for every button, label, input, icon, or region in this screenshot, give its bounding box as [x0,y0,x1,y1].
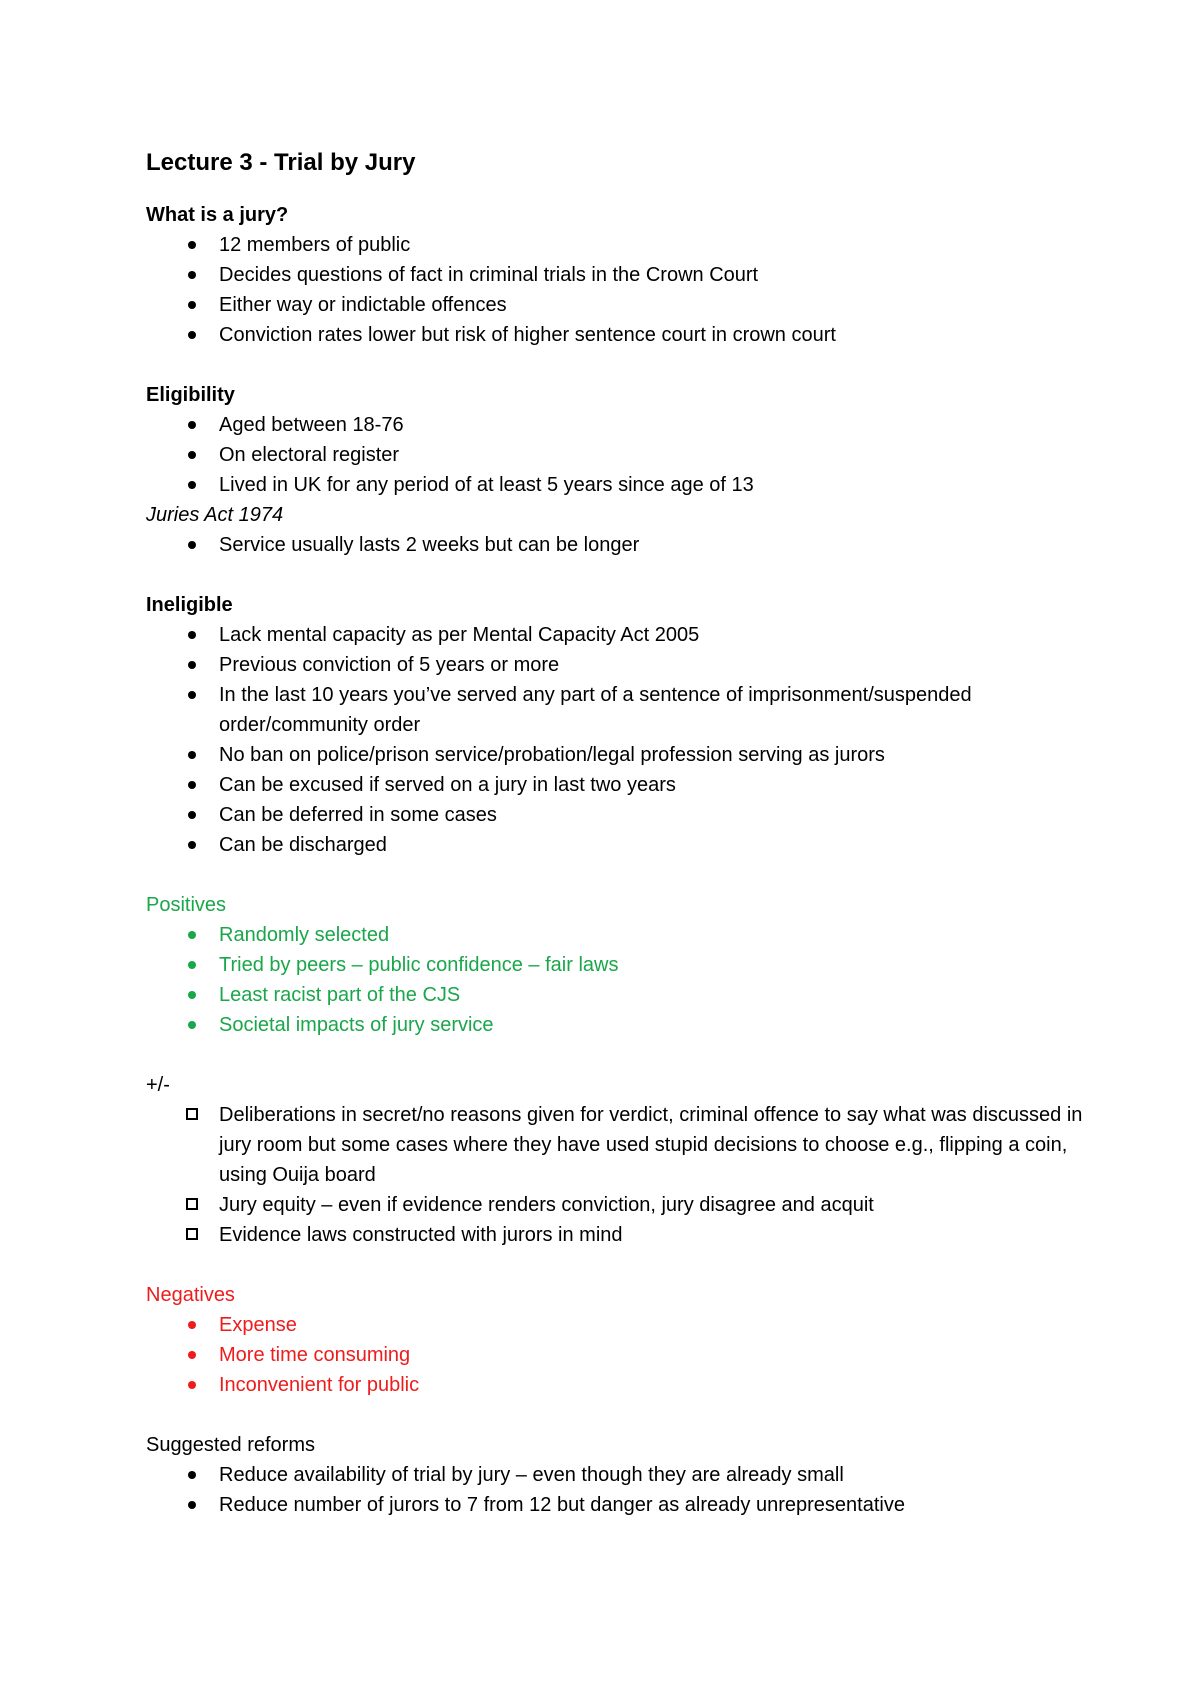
bullet-icon [188,541,196,549]
list-item [146,1220,1106,1250]
list-item-text: Randomly selected [219,924,390,946]
list-item-text: Can be deferred in some cases [219,804,497,826]
list-item-text: Aged between 18-76 [219,414,404,436]
section-positives [146,890,1106,1040]
list-item-text: Least racist part of the CJS [219,984,461,1006]
bullet-icon [188,1321,196,1329]
document-body [146,148,1106,1550]
bullet-icon [188,751,196,759]
bullet-icon [188,991,196,999]
list-item [146,800,1106,830]
bullet-icon [188,661,196,669]
list-item-text: Service usually lasts 2 weeks but can be longer [219,534,640,556]
list-item-text: Deliberations in secret/no reasons given for verdict, criminal offence to say what was discussed in jury room but some cases where they have used stupid decisions to choose e.g., flipping a coin, using Ouija board [219,1104,1083,1186]
list-item [146,290,1106,320]
bullet-icon [188,271,196,279]
bullet-list-ineligible [146,620,1106,860]
section-heading-suggested-reforms: Suggested reforms [146,1434,315,1456]
list-item-text: On electoral register [219,444,400,466]
list-item [146,1370,1106,1400]
list-item [146,1490,1106,1520]
bullet-list-positives [146,920,1106,1040]
list-item-text: Expense [219,1314,297,1336]
bullet-list-negatives [146,1310,1106,1400]
bullet-icon [188,481,196,489]
list-item-text: In the last 10 years you’ve served any part of a sentence of imprisonment/suspended order/community order [219,684,972,736]
section-mixed [146,1070,1106,1250]
list-item [146,320,1106,350]
list-item-text: Can be discharged [219,834,387,856]
list-item-text: Tried by peers – public confidence – fair laws [219,954,619,976]
list-item [146,1100,1106,1190]
list-item [146,740,1106,770]
section-heading-positives: Positives [146,894,227,916]
list-item [146,1460,1106,1490]
list-item [146,830,1106,860]
bullet-icon [188,841,196,849]
list-item [146,1310,1106,1340]
list-item [146,1010,1106,1040]
list-item-text: Jury equity – even if evidence renders conviction, jury disagree and acquit [219,1194,874,1216]
list-item [146,650,1106,680]
list-item-text: Either way or indictable offences [219,294,507,316]
section-heading-ineligible: Ineligible [146,594,233,616]
checkbox-bullet-icon [186,1198,198,1210]
list-item-text: Societal impacts of jury service [219,1014,494,1036]
bullet-list-what-is-a-jury [146,230,1106,350]
bullet-icon [188,451,196,459]
checkbox-list-mixed [146,1100,1106,1250]
bullet-icon [188,631,196,639]
bullet-icon [188,961,196,969]
bullet-list-eligibility [146,410,1106,500]
bullet-icon [188,1021,196,1029]
bullet-icon [188,331,196,339]
bullet-icon [188,811,196,819]
section-what-is-a-jury [146,200,1106,350]
list-item [146,230,1106,260]
bullet-icon [188,421,196,429]
checkbox-bullet-icon [186,1108,198,1120]
list-item-text: 12 members of public [219,234,411,256]
list-item-text: Can be excused if served on a jury in last two years [219,774,676,796]
section-heading-what-is-a-jury: What is a jury? [146,204,289,226]
list-item-text: No ban on police/prison service/probation/legal profession serving as jurors [219,744,885,766]
checkbox-bullet-icon [186,1228,198,1240]
bullet-icon [188,1351,196,1359]
section-suggested-reforms [146,1430,1106,1520]
page-title: Lecture 3 - Trial by Jury [146,149,416,176]
bullet-list-juries-act [146,530,1106,560]
list-item-text: Decides questions of fact in criminal trials in the Crown Court [219,264,759,286]
list-item-text: Lack mental capacity as per Mental Capacity Act 2005 [219,624,700,646]
bullet-icon [188,1381,196,1389]
list-item [146,980,1106,1010]
bullet-icon [188,691,196,699]
list-item [146,620,1106,650]
list-item-text: Inconvenient for public [219,1374,420,1396]
list-item [146,770,1106,800]
bullet-icon [188,1471,196,1479]
list-item-text: Conviction rates lower but risk of higher sentence court in crown court [219,324,836,346]
bullet-icon [188,931,196,939]
list-item-text: More time consuming [219,1344,411,1366]
list-item [146,530,1106,560]
list-item [146,410,1106,440]
list-item [146,260,1106,290]
list-item [146,1340,1106,1370]
section-ineligible [146,590,1106,860]
list-item [146,1190,1106,1220]
section-eligibility [146,380,1106,560]
list-item-text: Reduce number of jurors to 7 from 12 but danger as already unrepresentative [219,1494,905,1516]
list-item [146,680,1106,740]
list-item-text: Lived in UK for any period of at least 5 years since age of 13 [219,474,754,496]
bullet-icon [188,1501,196,1509]
list-item [146,950,1106,980]
list-item [146,920,1106,950]
bullet-list-suggested-reforms [146,1460,1106,1520]
bullet-icon [188,241,196,249]
bullet-icon [188,301,196,309]
list-item-text: Previous conviction of 5 years or more [219,654,560,676]
list-item [146,470,1106,500]
list-item-text: Evidence laws constructed with jurors in mind [219,1224,623,1246]
section-heading-eligibility: Eligibility [146,384,235,406]
list-item [146,440,1106,470]
section-heading-negatives: Negatives [146,1284,235,1306]
act-reference: Juries Act 1974 [146,504,284,526]
list-item-text: Reduce availability of trial by jury – even though they are already small [219,1464,844,1486]
section-negatives [146,1280,1106,1400]
section-heading-mixed: +/- [146,1074,170,1096]
bullet-icon [188,781,196,789]
